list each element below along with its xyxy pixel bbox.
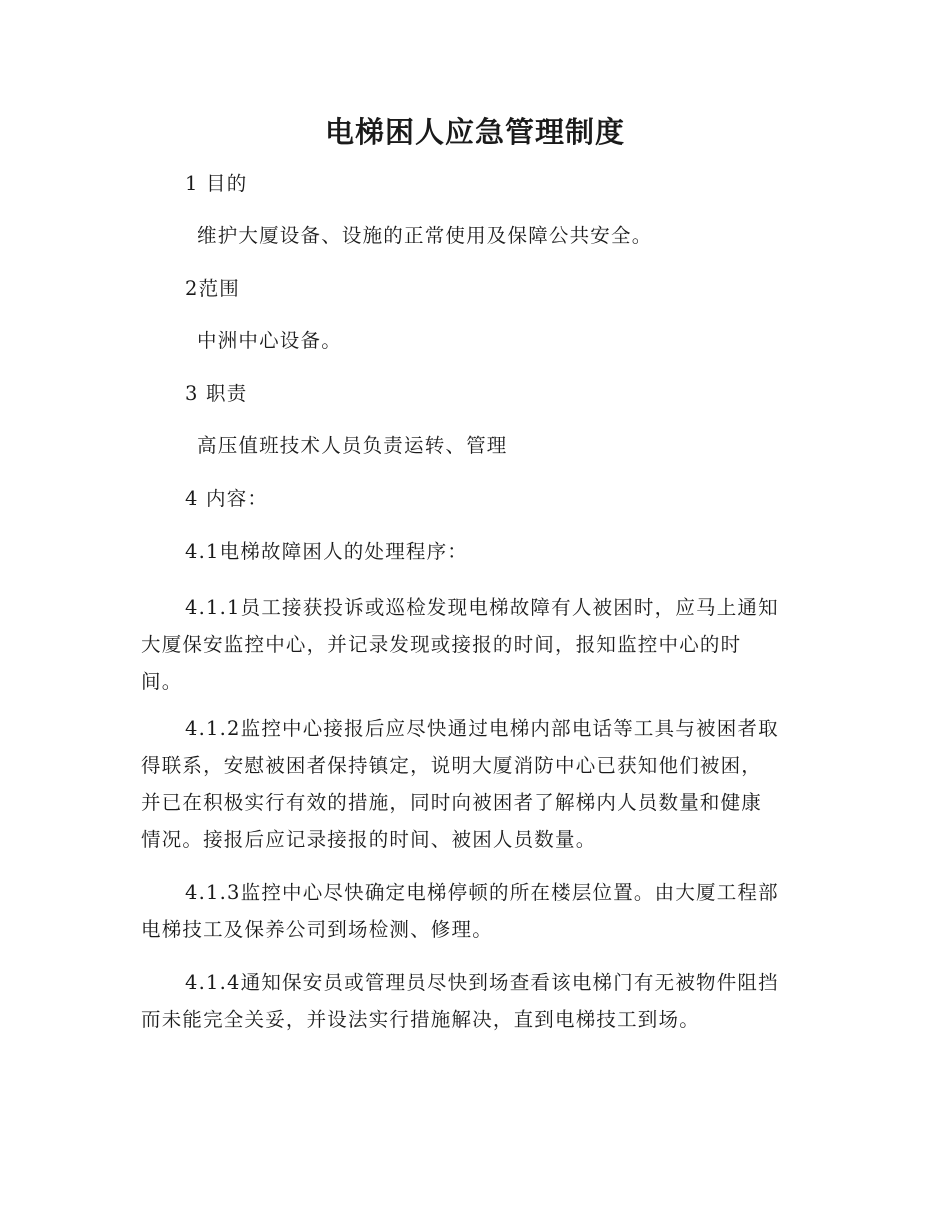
paragraph-line: 大厦保安监控中心，并记录发现或接报的时间，报知监控中心的时 bbox=[141, 633, 742, 656]
section-heading-content: 4 内容： bbox=[185, 487, 269, 510]
paragraph-4-1-1 bbox=[141, 589, 811, 700]
section-body-scope: 中洲中心设备。 bbox=[197, 329, 342, 352]
document-title: 电梯困人应急管理制度 bbox=[324, 115, 625, 149]
subsection-heading: 4.1电梯故障困人的处理程序： bbox=[185, 540, 469, 563]
paragraph-line: 4.1.4通知保安员或管理员尽快到场查看该电梯门有无被物件阻挡 bbox=[185, 971, 779, 994]
paragraph-4-1-3 bbox=[141, 874, 811, 948]
paragraph-line: 并已在积极实行有效的措施，同时向被困者了解梯内人员数量和健康 bbox=[141, 791, 763, 814]
paragraph-line: 而未能完全关妥，并设法实行措施解决，直到电梯技工到场。 bbox=[141, 1008, 700, 1031]
section-body-duty: 高压值班技术人员负责运转、管理 bbox=[197, 434, 508, 457]
paragraph-4-1-4 bbox=[141, 964, 811, 1038]
paragraph-line: 情况。接报后应记录接报的时间、被困人员数量。 bbox=[141, 828, 597, 851]
paragraph-line: 间。 bbox=[141, 670, 183, 693]
section-heading-scope: 2范围 bbox=[185, 277, 241, 300]
paragraph-line: 4.1.3监控中心尽快确定电梯停顿的所在楼层位置。由大厦工程部 bbox=[185, 881, 779, 904]
section-heading-purpose: 1 目的 bbox=[185, 172, 248, 195]
paragraph-line: 4.1.1员工接获投诉或巡检发现电梯故障有人被困时，应马上通知 bbox=[185, 596, 779, 619]
paragraph-4-1-2 bbox=[141, 710, 811, 858]
section-heading-duty: 3 职责 bbox=[185, 382, 248, 405]
paragraph-line: 得联系，安慰被困者保持镇定，说明大厦消防中心已获知他们被困， bbox=[141, 754, 763, 777]
paragraph-line: 电梯技工及保养公司到场检测、修理。 bbox=[141, 918, 493, 941]
paragraph-line: 4.1.2监控中心接报后应尽快通过电梯内部电话等工具与被困者取 bbox=[185, 717, 779, 740]
section-body-purpose: 维护大厦设备、设施的正常使用及保障公共安全。 bbox=[197, 224, 653, 247]
